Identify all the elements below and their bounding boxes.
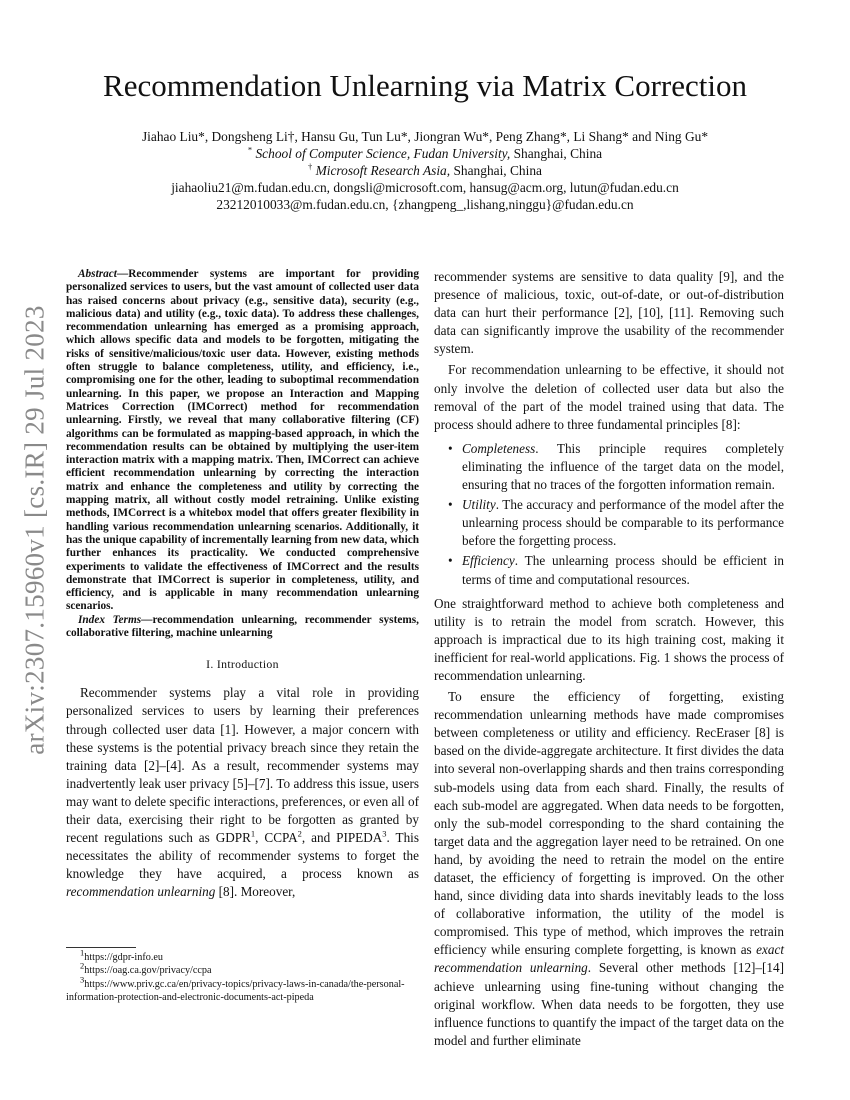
footnote-rule xyxy=(66,947,136,948)
right-column xyxy=(434,268,784,1050)
right-paragraph-1: For recommendation unlearning to be effective, it should not only involve the deletion of collected user data but also the removal of the part of the model trained using that data. The process should adhere to three fundamental principles [8]: xyxy=(434,362,784,432)
footnote-link-3[interactable]: https://www.priv.gc.ca/en/privacy-topics/privacy-laws-in-canada/the-personal-information-protection-and-electronic-documents-act-pipeda xyxy=(66,978,405,1004)
intro-paragraph-1: Recommender systems play a vital role in providing personalized services to users by learning their preferences through collected user data [1]. However, a major concern with these systems is the potential privacy breach since they retain the training data [2]–[4]. As a result, recommender systems may inadvertently leak user privacy [5]–[7]. To address this issue, users may want to delete specific interactions, preferences, or even all of their data, exercising their right to be forgotten as granted by recent regulations such as GDPR$^1$, CCPA$^2$, and PIPEDA$^3$. This necessitates the ability of recommender systems to forget the knowledge they have acquired, a process known as recommendation unlearning [8]. Moreover, xyxy=(66,685,419,900)
footnote-ref-1: 1 xyxy=(250,828,256,839)
footnote-3: $^3$https://www.priv.gc.ca/en/privacy-topics/privacy-laws-in-canada/the-personal-information-protection-and-electronic-documents-act-pipeda xyxy=(66,974,405,1004)
right-paragraph-0: recommender systems are sensitive to data quality [9], and the presence of malicious, toxic, out-of-date, or out-of-distribution data can hurt their performance [2], [10], [11]. Removing such data can significantly improve the usability of the recommender system. xyxy=(434,269,784,357)
principle-completeness: • Completeness. This principle requires completely eliminating the influence of the target data on the model, ensuring that no traces of the forgotten information remain. xyxy=(462,440,784,494)
footnote-ref-3: 3 xyxy=(382,828,387,839)
section-heading-introduction: I. Introduction xyxy=(206,657,279,672)
index-terms xyxy=(66,614,419,641)
affiliation-2: † Microsoft Research Asia, Shanghai, China xyxy=(307,161,542,178)
right-paragraph-3: To ensure the efficiency of forgetting, existing recommendation unlearning methods have made compromises between completeness or utility and efficiency. RecEraser [8] is based on the divide-aggregate architecture. It first divides the data into several non-overlapping shards and then trains corresponding sub-models using data from each shard. Finally, the results of each sub-model are aggregated. When data needs to be forgotten, only the sub-model corresponding to the shard containing the target data and the aggregation layer need to be retrained. On one hand, by avoiding the need to retrain the model on the entire dataset, the efficiency of forgetting is improved. On the other hand, since dividing data into shards inevitably leads to the loss of collaborative information, the utility of the model is compromised. This type of method, which improves the retrain efficiency while ensuring complete forgetting, is known as exact recommendation unlearning. Several other methods [12]–[14] achieve unlearning using fine-tuning without changing the original workflow. When data needs to be forgotten, they use influence functions to quantify the impact of the target data on the model and further eliminate xyxy=(434,689,784,1048)
footnote-2: $^2$https://oag.ca.gov/privacy/ccpa xyxy=(80,961,212,977)
footnote-link-2[interactable]: https://oag.ca.gov/privacy/ccpa xyxy=(84,965,212,977)
principle-efficiency: • Efficiency. The unlearning process should be efficient in terms of time and computational resources. xyxy=(462,552,784,588)
abstract-text: —Recommender systems are important for providing personalized services to users, but the vast amount of collected user data has raised concerns about privacy (e.g., sensitive data), security (e.g., malicious data) and utility (e.g., toxic data). To address these challenges, recommendation unlearning has emerged as a promising approach, which allows specific data and models to be forgotten, mitigating the risks of sensitive/malicious/toxic user data. However, existing methods often struggle to balance completeness, utility, and efficiency, i.e., compromising one for the other, leading to suboptimal recommendation unlearning. In this paper, we propose an Interaction and Mapping Matrices Correction (IMCorrect) method for recommendation unlearning. Firstly, we reveal that many collaborative filtering (CF) algorithms can be formulated as mapping-based approach, in which the recommendation results can be obtained by multiplying the user-item interaction matrix with a mapping matrix. Then, IMCorrect can achieve efficient recommendation unlearning by correcting the interaction matrix and enhance the completeness and utility by correcting the mapping matrix, all without costly model retraining. Unlike existing methods, IMCorrect is a whitebox model that offers greater flexibility in handling various recommendation unlearning scenarios. Additionally, it has the unique capability of incrementally learning from new data, which further enhances its practicality. We conducted comprehensive experiments to validate the effectiveness of IMCorrect and the results demonstrate that IMCorrect is superior in completeness, utility, and efficiency, and is applicable in many recommendation unlearning scenarios. xyxy=(66,268,419,613)
arxiv-identifier: arXiv:2307.15960v1 [cs.IR] 29 Jul 2023 xyxy=(19,305,50,755)
principles-list xyxy=(434,440,784,589)
index-terms-text: —recommendation unlearning, recommender systems, collaborative filtering, machine unlearning xyxy=(66,613,419,640)
arxiv-sidebar xyxy=(10,270,60,790)
author-names: Jiahao Liu*, Dongsheng Li†, Hansu Gu, Tun Lu*, Jiongran Wu*, Peng Zhang*, Li Shang* and Ning Gu* xyxy=(141,129,709,144)
footnotes xyxy=(66,947,419,1005)
left-column xyxy=(66,268,419,901)
right-paragraph-2: One straightforward method to achieve both completeness and utility is to retrain the model from scratch. However, this approach is impractical due to its high training cost, making it inefficient for real-world applications. Fig. 1 shows the process of recommendation unlearning. xyxy=(434,595,784,683)
footnote-ref-2: 2 xyxy=(297,828,302,839)
footnote-1: $^1$https://gdpr-info.eu xyxy=(80,947,163,963)
paper-title: Recommendation Unlearning via Matrix Correction xyxy=(103,68,747,103)
abstract xyxy=(66,268,419,614)
index-terms-label: Index Terms xyxy=(78,613,142,626)
affiliation-1: * School of Computer Science, Fudan University, Shanghai, China xyxy=(247,144,603,161)
author-block xyxy=(0,128,850,213)
abstract-label: Abstract xyxy=(78,268,117,280)
author-emails-2: 23212010033@m.fudan.edu.cn, {zhangpeng_,lishang,ninggu}@fudan.edu.cn xyxy=(216,197,634,212)
author-emails-1: jiahaoliu21@m.fudan.edu.cn, dongsli@microsoft.com, hansug@acm.org, lutun@fudan.edu.cn xyxy=(171,180,679,195)
principle-utility: • Utility. The accuracy and performance of the model after the unlearning process should be comparable to its performance before the forgetting process. xyxy=(462,496,784,550)
footnote-link-1[interactable]: https://gdpr-info.eu xyxy=(84,952,163,963)
